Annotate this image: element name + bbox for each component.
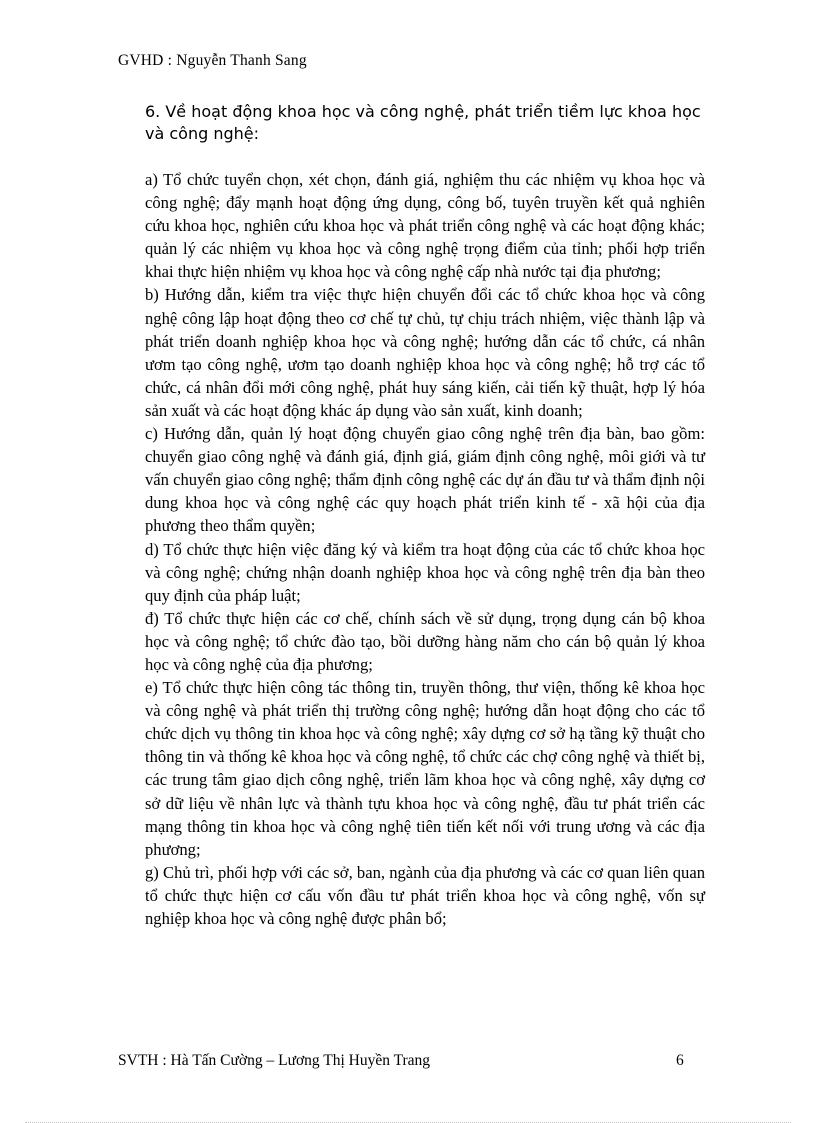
- page-header: GVHD : Nguyễn Thanh Sang: [118, 52, 307, 69]
- section-title: 6. Về hoạt động khoa học và công nghệ, phát triển tiềm lực khoa học và công nghệ:: [145, 102, 701, 143]
- footer-authors: SVTH : Hà Tấn Cường – Lương Thị Huyền Trang: [118, 1052, 431, 1069]
- document-body: [145, 168, 705, 930]
- paragraph-d: d) Tổ chức thực hiện việc đăng ký và kiểm tra hoạt động của các tổ chức khoa học và công nghệ; chứng nhận doanh nghiệp khoa học và công nghệ trên địa bàn theo quy định của pháp luật;: [145, 539, 705, 605]
- paragraph-g: g) Chủ trì, phối hợp với các sở, ban, ngành của địa phương và các cơ quan liên quan tổ chức thực hiện cơ cấu vốn đầu tư phát triển khoa học và công nghệ, vốn sự nghiệp khoa học và công nghệ được phân bổ;: [145, 862, 705, 928]
- paragraph-e: e) Tổ chức thực hiện công tác thông tin, truyền thông, thư viện, thống kê khoa học và công nghệ và phát triển thị trường công nghệ; hướng dẫn hoạt động cho các tổ chức dịch vụ thông tin khoa học và công nghệ; xây dựng cơ sở hạ tầng kỹ thuật cho thông tin và thống kê khoa học và công nghệ, tổ chức các chợ công nghệ và thiết bị, các trung tâm giao dịch công nghệ, triển lãm khoa học và công nghệ, xây dựng cơ sở dữ liệu về nhân lực và thành tựu khoa học và công nghệ, đầu tư phát triển các mạng thông tin khoa học và công nghệ tiên tiến kết nối với trung ương và các địa phương;: [145, 678, 705, 859]
- paragraph-dd: đ) Tổ chức thực hiện các cơ chế, chính sách về sử dụng, trọng dụng cán bộ khoa học và công nghệ; tổ chức đào tạo, bồi dưỡng hàng năm cho cán bộ quản lý khoa học và công nghệ của địa phương;: [145, 608, 705, 674]
- paragraph-b: b) Hướng dẫn, kiểm tra việc thực hiện chuyển đổi các tổ chức khoa học và công nghệ công lập hoạt động theo cơ chế tự chủ, tự chịu trách nhiệm, việc thành lập và phát triển doanh nghiệp khoa học và công nghệ; hướng dẫn các tổ chức, cá nhân ươm tạo công nghệ, ươm tạo doanh nghiệp khoa học và công nghệ; hỗ trợ các tổ chức, cá nhân đổi mới công nghệ, phát huy sáng kiến, cải tiến kỹ thuật, hợp lý hóa sản xuất và các hoạt động khác áp dụng vào sản xuất, kinh doanh;: [145, 285, 705, 420]
- page-number: 6: [676, 1052, 684, 1069]
- paragraph-a: a) Tổ chức tuyển chọn, xét chọn, đánh giá, nghiệm thu các nhiệm vụ khoa học và công nghệ; đẩy mạnh hoạt động ứng dụng, công bố, tuyên truyền kết quả nghiên cứu khoa học, nghiên cứu khoa học và phát triển công nghệ và các hoạt động khác; quản lý các nhiệm vụ khoa học và công nghệ trọng điểm của tỉnh; phối hợp triển khai thực hiện nhiệm vụ khoa học và công nghệ cấp nhà nước tại địa phương;: [145, 170, 705, 282]
- paragraph-c: c) Hướng dẫn, quản lý hoạt động chuyển giao công nghệ trên địa bàn, bao gồm: chuyển giao công nghệ và đánh giá, định giá, giám định công nghệ, môi giới và tư vấn chuyển giao công nghệ; thẩm định công nghệ các dự án đầu tư và thẩm định nội dung khoa học và công nghệ các quy hoạch phát triển kinh tế - xã hội của địa phương theo thẩm quyền;: [145, 424, 705, 536]
